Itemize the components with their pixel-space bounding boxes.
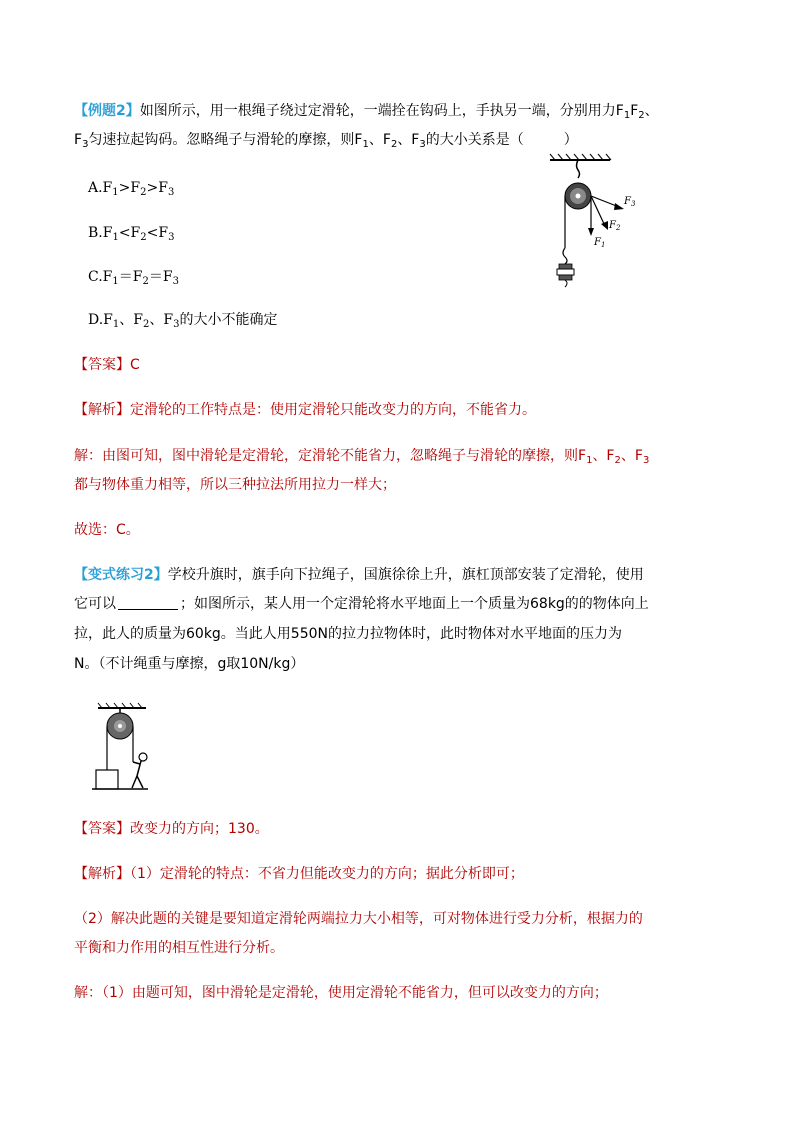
- example2-question-line2: $F_3$匀速拉起钩码。忽略绳子与滑轮的摩擦，则$F_1$、$F_2$、$F_3$的大小关系是（ ）: [74, 132, 578, 150]
- variant2-question-line3: 拉，此人的质量为60kg。当此人用550N的拉力拉物体时，此时物体对水平地面的压力为: [74, 626, 623, 642]
- variant2-solution-line1: 解：（1）由题可知，图中滑轮是定滑轮，使用定滑轮不能省力，但可以改变力的方向；: [74, 985, 608, 1001]
- answer-blank: [118, 595, 178, 610]
- pulley-figure-person: [90, 700, 150, 800]
- option-c: $C.F_1=F_2=F_3$: [88, 269, 179, 287]
- variant2-question-line1: 【变式练习2】学校升旗时，旗手向下拉绳子，国旗徐徐上升，旗杠顶部安装了定滑轮，使用: [74, 567, 644, 583]
- option-b: $B.F_1<F_2<F_3$: [88, 225, 175, 243]
- example2-question-line1: 【例题2】如图所示，用一根绳子绕过定滑轮，一端拴在钩码上，手执另一端，分别用力$F_1F_2$、: [74, 103, 659, 121]
- option-d: $D.F_1$、$F_2$、$F_3$的大小不能确定: [88, 312, 278, 330]
- example2-choose: 故选：C。: [74, 522, 140, 538]
- variant2-analysis2-line1: （2）解决此题的关键是要知道定滑轮两端拉力大小相等，可对物体进行受力分析，根据力的: [74, 911, 643, 927]
- variant2-analysis2-line2: 平衡和力作用的相互性进行分析。: [74, 940, 284, 956]
- example2-solution-line2: 都与物体重力相等，所以三种拉法所用拉力一样大；: [74, 477, 396, 493]
- variant2-tag: 【变式练习2】: [74, 567, 168, 583]
- variant2-analysis1: 【解析】（1）定滑轮的特点：不省力但能改变力的方向；据此分析即可；: [74, 866, 524, 882]
- pulley-figure-forces: [545, 152, 655, 292]
- example2-answer: 【答案】C: [74, 357, 140, 373]
- variant2-answer: 【答案】改变力的方向；130。: [74, 821, 269, 837]
- f1-label: $F_1$: [594, 237, 606, 249]
- variant2-question-line2: 它可以 ；如图所示，某人用一个定滑轮将水平地面上一个质量为68kg的的物体向上: [74, 596, 649, 612]
- f3-label: $F_3$: [624, 196, 636, 208]
- variant2-question-line4: N。（不计绳重与摩擦，g取10N/kg）: [74, 656, 305, 672]
- example2-solution-line1: 解：由图可知，图中滑轮是定滑轮，定滑轮不能省力，忽略绳子与滑轮的摩擦，则$F_1$、$F_2$、$F_3$: [74, 448, 650, 466]
- f2-label: $F_2$: [609, 220, 621, 232]
- option-a: $A.F_1>F_2>F_3$: [88, 180, 175, 198]
- example2-analysis: 【解析】定滑轮的工作特点是：使用定滑轮只能改变力的方向，不能省力。: [74, 402, 536, 418]
- example2-tag: 【例题2】: [74, 103, 140, 119]
